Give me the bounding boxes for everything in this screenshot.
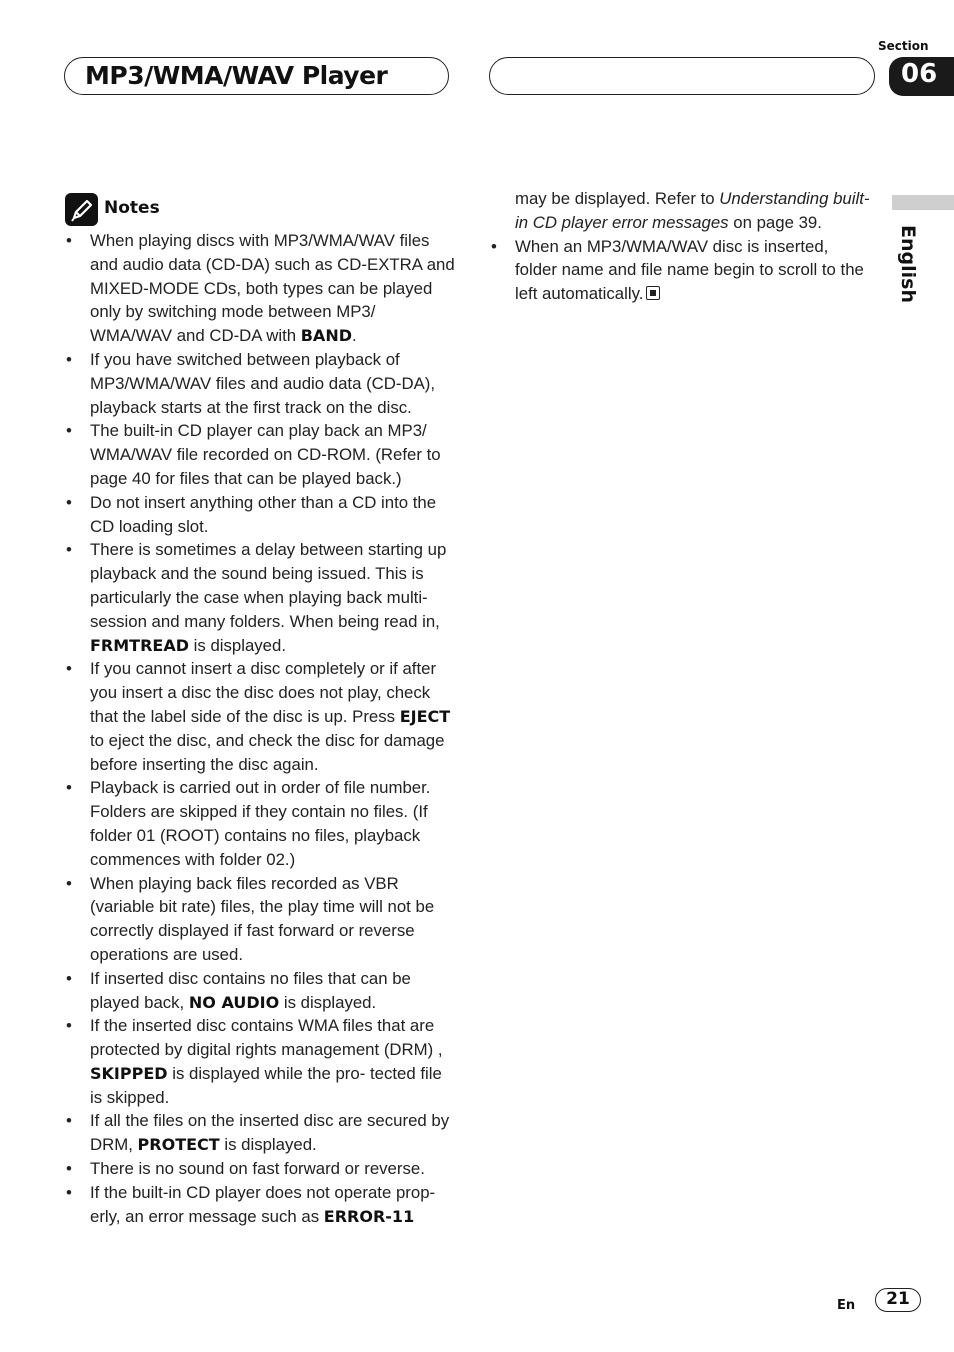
list-item: • When playing back files recorded as VBR (variable bit rate) files, the play time will not be correctly displayed if fast forward or reverse operations are used. <box>65 872 455 967</box>
notes-heading: Notes <box>104 198 160 218</box>
page-number: 21 <box>886 1289 910 1309</box>
list-item: • If you have switched between playback of MP3/WMA/WAV files and audio data (CD-DA), playback starts at the first track on the disc. <box>65 348 455 419</box>
footer-lang-code: En <box>837 1298 856 1313</box>
list-item: • There is no sound on fast forward or reverse. <box>65 1157 455 1181</box>
list-item: • If you cannot insert a disc completely or if after you insert a disc the disc does not play, check that the label side of the disc is up. Press EJECT to eject the disc, and check the disc for damage before inserting the disc again. <box>65 657 455 776</box>
header-title-box <box>64 57 449 95</box>
page-number-box <box>875 1288 921 1312</box>
language-label: English <box>897 225 919 303</box>
list-item: • Playback is carried out in order of file number. Folders are skipped if they contain no files. (If folder 01 (ROOT) contains no files, playback commences with folder 02.) <box>65 776 455 871</box>
list-item: • If inserted disc contains no files that can be played back, NO AUDIO is displayed. <box>65 967 455 1015</box>
list-item: • When playing discs with MP3/WMA/WAV files and audio data (CD-DA) such as CD-EXTRA and MIXED-MODE CDs, both types can be played only by switching mode between MP3/ WMA/WAV and CD-DA with BAND. <box>65 229 455 348</box>
list-item: • There is sometimes a delay between starting up playback and the sound being issued. This is particularly the case when playing back multi-session and many folders. When being read in, FRMTREAD is displayed. <box>65 538 455 657</box>
list-item: • If the built-in CD player does not operate prop- erly, an error message such as ERROR-11 <box>65 1181 455 1229</box>
end-mark-icon <box>646 286 660 300</box>
list-item: • If all the files on the inserted disc are secured by DRM, PROTECT is displayed. <box>65 1109 455 1157</box>
list-item: • Do not insert anything other than a CD into the CD loading slot. <box>65 491 455 539</box>
section-label: Section <box>878 39 929 53</box>
section-number: 06 <box>901 59 938 89</box>
list-item: • When an MP3/WMA/WAV disc is inserted, folder name and file name begin to scroll to the left automatically. <box>490 235 870 306</box>
pencil-icon <box>65 193 98 226</box>
continuation-text: may be displayed. Refer to Understanding built-in CD player error messages on page 39. <box>515 189 870 232</box>
notes-continued <box>490 187 870 306</box>
language-tab <box>892 195 954 210</box>
header-blank-box <box>489 57 875 95</box>
list-item: • If the inserted disc contains WMA files that are protected by digital rights management (DRM) , SKIPPED is displayed while the pro- tected file is skipped. <box>65 1014 455 1109</box>
list-item: • The built-in CD player can play back an MP3/ WMA/WAV file recorded on CD-ROM. (Refer to page 40 for files that can be played back.) <box>65 419 455 490</box>
section-badge <box>889 57 954 96</box>
notes-list <box>65 229 455 1228</box>
page-title: MP3/WMA/WAV Player <box>85 61 388 90</box>
